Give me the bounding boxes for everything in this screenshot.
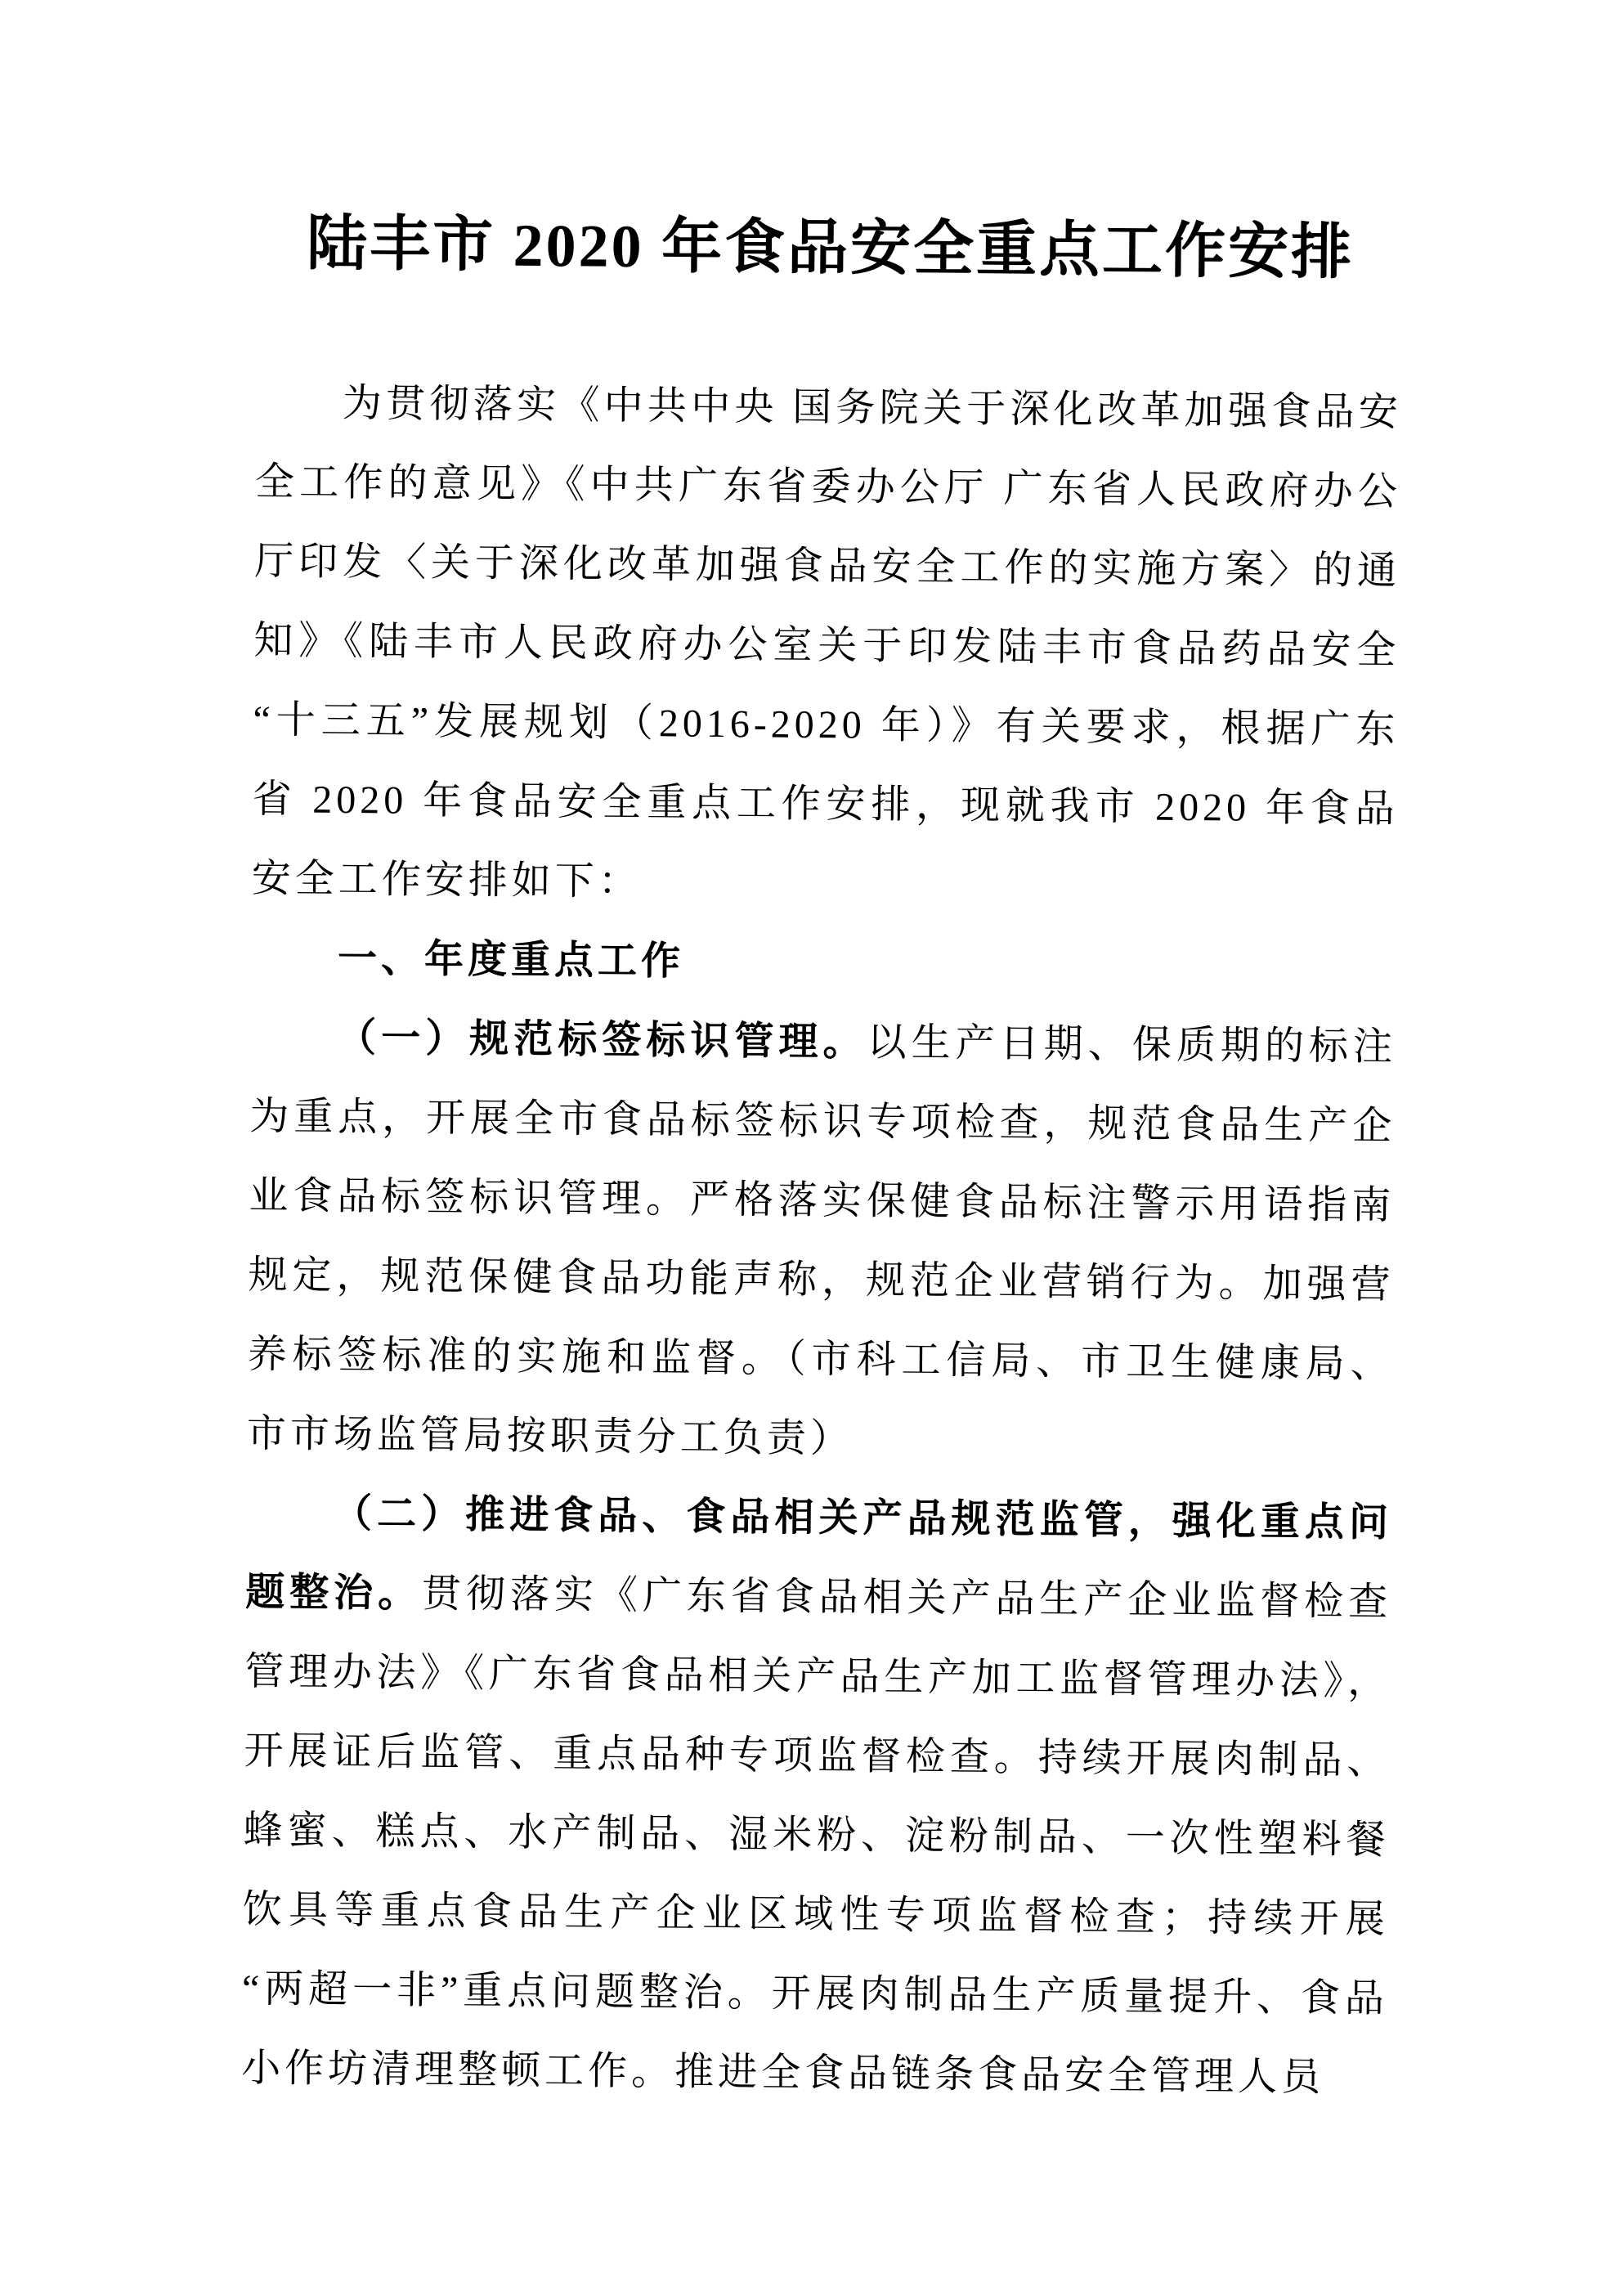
item-2-lead: （二）推进食品、食品相关产品规范监管，强化重点问题整治。: [244, 1491, 1393, 1616]
intro-paragraph: 为贯彻落实《中共中央 国务院关于深化改革加强食品安全工作的意见》《中共广东省委办公厅 广东省人民政府办公厅印发〈关于深化改革加强食品安全工作的实施方案〉的通知》《陆丰市人民政府办公室关于印发陆丰市食品药品安全“十三五”发展规划（2016-2020 年）》有关要求，根据广东省 2020 年食品安全重点工作安排，现就我市 2020 年食品安全工作安排如下：: [251, 381, 1403, 904]
item-1-paragraph: [246, 998, 1396, 1483]
document-content: [241, 206, 1404, 2118]
item-1-lead: （一）规范标签标识管理。: [336, 1016, 867, 1065]
section-heading-annual-key-work: 一、年度重点工作: [337, 936, 685, 984]
item-2-body: 贯彻落实《广东省食品相关产品生产企业监督检查管理办法》《广东省食品相关产品生产加工监督管理办法》，开展证后监管、重点品种专项监督检查。持续开展肉制品、蜂蜜、糕点、水产制品、湿米粉、淀粉制品、一次性塑料餐饮具等重点食品生产企业区域性专项监督检查；持续开展“两超一非”重点问题整治。开展肉制品生产质量提升、食品小作坊清理整顿工作。推进全食品链条食品安全管理人员: [240, 1572, 1392, 2100]
document-title: 陆丰市 2020 年食品安全重点工作安排: [306, 210, 1355, 287]
item-1-body: 以生产日期、保质期的标注为重点，开展全市食品标签标识专项检查，规范食品生产企业食品标签标识管理。严格落实保健食品标注警示用语指南规定，规范保健食品功能声称，规范企业营销行为。加强营养标签标准的实施和监督。（市科工信局、市卫生健康局、市市场监管局按职责分工负责）: [246, 1020, 1397, 1461]
item-2-paragraph: [241, 1473, 1393, 2118]
